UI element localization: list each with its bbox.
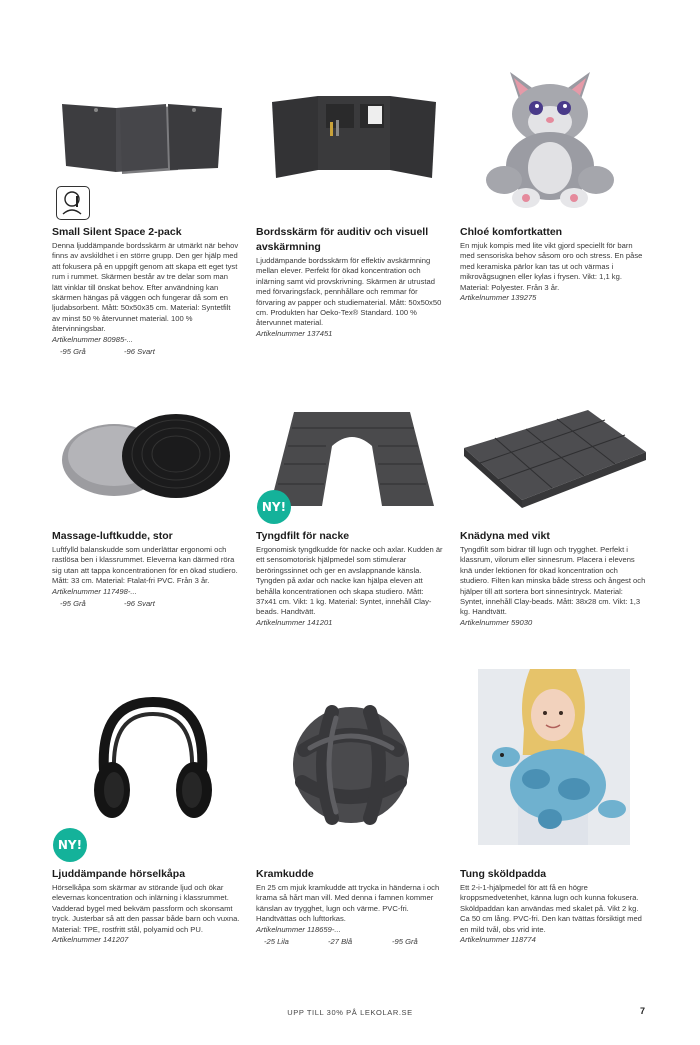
variant-item: -95 Grå <box>392 937 418 947</box>
product-article-number: Artikelnummer 118774 <box>460 935 536 945</box>
new-badge: NY! <box>53 828 87 862</box>
product-article-number: Artikelnummer 141201 <box>256 617 333 627</box>
product-variants <box>52 599 240 609</box>
product-title: Bordsskärm för auditiv och visuell avskärmning <box>256 226 429 253</box>
product-title: Small Silent Space 2-pack <box>52 226 182 238</box>
sensory-symbol-icon <box>56 186 90 220</box>
product-knot-pillow <box>256 867 444 947</box>
product-image-bordsskarm <box>268 92 440 180</box>
product-description: Luftfylld balanskudde som underlättar ergonomi och rastlösa ben i klassrummet. Eleverna kan därmed röra sig utan att tappa koncentrationen för en ökad studiero. Mått: 33 cm. Material: Ftalat-fri PVC. Från 3 år. <box>52 545 238 586</box>
product-title: Kramkudde <box>256 868 314 880</box>
product-turtle <box>460 867 648 945</box>
product-article-number: Artikelnummer 117498-... <box>52 586 137 596</box>
product-variants <box>52 347 240 357</box>
product-image-turtle-photo <box>478 669 630 845</box>
product-image-lap-pad <box>460 408 650 512</box>
product-title: Chloé komfortkatten <box>460 226 563 238</box>
product-title: Tung sköldpadda <box>460 868 547 880</box>
product-lap-pad <box>460 529 648 628</box>
product-bordsskarm <box>256 225 444 339</box>
product-article-number: Artikelnummer 137451 <box>256 328 333 338</box>
variant-item: -25 Lila <box>264 937 289 947</box>
product-description: Ett 2-i-1-hjälpmedel för att få en högre kroppsmedvetenhet, känna lugn och kunna fokusera. Sköldpaddan kan användas med skalet på. Vikt 2 kg. Ca 50 cm lång. PVC-fri. Den kan tvättas försiktigt med en mild tvål, obs vrid inte. <box>460 883 642 934</box>
product-silent-space <box>52 225 240 357</box>
variant-item: -96 Svart <box>124 599 155 609</box>
product-article-number: Artikelnummer 141207 <box>52 935 129 945</box>
variant-item: -27 Blå <box>328 937 353 947</box>
product-variants <box>256 937 444 947</box>
page-number: 7 <box>640 1006 646 1016</box>
product-earmuffs <box>52 867 240 945</box>
footer-promo: UPP TILL 30% PÅ LEKOLAR.SE <box>287 1008 413 1017</box>
variant-item: -95 Grå <box>60 599 86 609</box>
new-badge: NY! <box>257 490 291 524</box>
product-article-number: Artikelnummer 59030 <box>460 617 533 627</box>
product-description: Ergonomisk tyngdkudde för nacke och axlar. Kudden är ett sensomotorisk hjälpmedel som stimulerar beröringssinnet och ger en avslappnande känsla. Tyngden på axlar och nacke kan hjälpa eleven att behålla koncentrationen och skapa studiero. Mått: 37x41 cm. Vikt: 1 kg. Material: Syntet, innehåll Clay-beads. Handtvätt. <box>256 545 443 617</box>
product-image-earmuffs <box>90 696 216 826</box>
product-cat <box>460 225 648 303</box>
product-description: En 25 cm mjuk kramkudde att trycka in händerna i och krama så hårt man vill. Med denna i famnen kommer känslan av trygghet, lugn och värme. PVC-fri. Handtvättas och lufttorkas. <box>256 883 440 924</box>
product-image-silent-space <box>58 96 228 178</box>
product-title: Tyngdfilt för nacke <box>256 530 350 542</box>
product-description: Denna ljuddämpande bordsskärm är utmärkt när behov finns av avskildhet i en större grupp. Den ger hjälp med att fokusera på en uppgift genom att skapa ett eget tyst rum i rummet. Skärmen består av tre delar som man lätt vinklar till önskat behov. Efter användning kan skärmen hängas på väggen och fungerar då som en ljudabsorbent. Mått: 50x50x35 cm. Material: Syntetfilt av minst 50 % återvunnet material. 100 % återvinningsbar. <box>52 241 239 334</box>
product-description: Ljuddämpande bordsskärm för effektiv avskärmning mellan elever. Perfekt för ökad koncentration och inlärning samt vid provskrivning. Skärmen är utrustad med förvaringsfack, pennhållare och remmar för förvaring av papper och studiematerial. Mått: 50x50x50 cm. Produkten har Oeko-Tex® Standard. 100 % återvunnet material. <box>256 256 442 328</box>
variant-item: -96 Svart <box>124 347 155 357</box>
product-neck-blanket <box>256 529 444 628</box>
variant-item: -95 Grå <box>60 347 86 357</box>
product-article-number: Artikelnummer 118659-... <box>256 924 341 934</box>
product-air-cushion <box>52 529 240 609</box>
product-article-number: Artikelnummer 80985-... <box>52 334 134 344</box>
product-image-cat <box>480 62 620 210</box>
product-article-number: Artikelnummer 139275 <box>460 293 537 303</box>
product-description: En mjuk kompis med lite vikt gjord speciellt för barn med sensoriska behov såsom oro och stress. En påse med keramiska pärlor kan tas ut och värmas i mikrovågsugnen eller kylas i frysen. Vikt: 1,1 kg. Material: Polyester. Från 3 år. <box>460 241 643 292</box>
product-description: Tyngdfilt som bidrar till lugn och trygghet. Perfekt i klassrum, vilorum eller sinnesrum. Placera i elevens knä under lektionen för ökad koncentration och studiero. Filten kan minska både stress och ångest och hjälper till att sortera bort sinnesintryck. Material: Syntet, innehåll Clay-beads. Mått: 38x28 cm. Vikt: 1,3 kg. Handtvätt. <box>460 545 646 617</box>
product-title: Knädyna med vikt <box>460 530 550 542</box>
product-image-air-cushion <box>58 408 234 504</box>
product-title: Massage-luftkudde, stor <box>52 530 173 542</box>
product-image-knot-pillow <box>284 700 418 830</box>
product-description: Hörselkåpa som skärmar av störande ljud och ökar elevernas koncentration och inlärning i klassrummet. Vadderad bygel med bekväm passform och skonsamt tryck. Justerbar så att den passar både barn och vuxna. Material: TPE, rostfritt stål, polyamid och PU. <box>52 883 240 934</box>
product-title: Ljuddämpande hörselkåpa <box>52 868 186 880</box>
product-image-neck-blanket <box>264 406 440 514</box>
